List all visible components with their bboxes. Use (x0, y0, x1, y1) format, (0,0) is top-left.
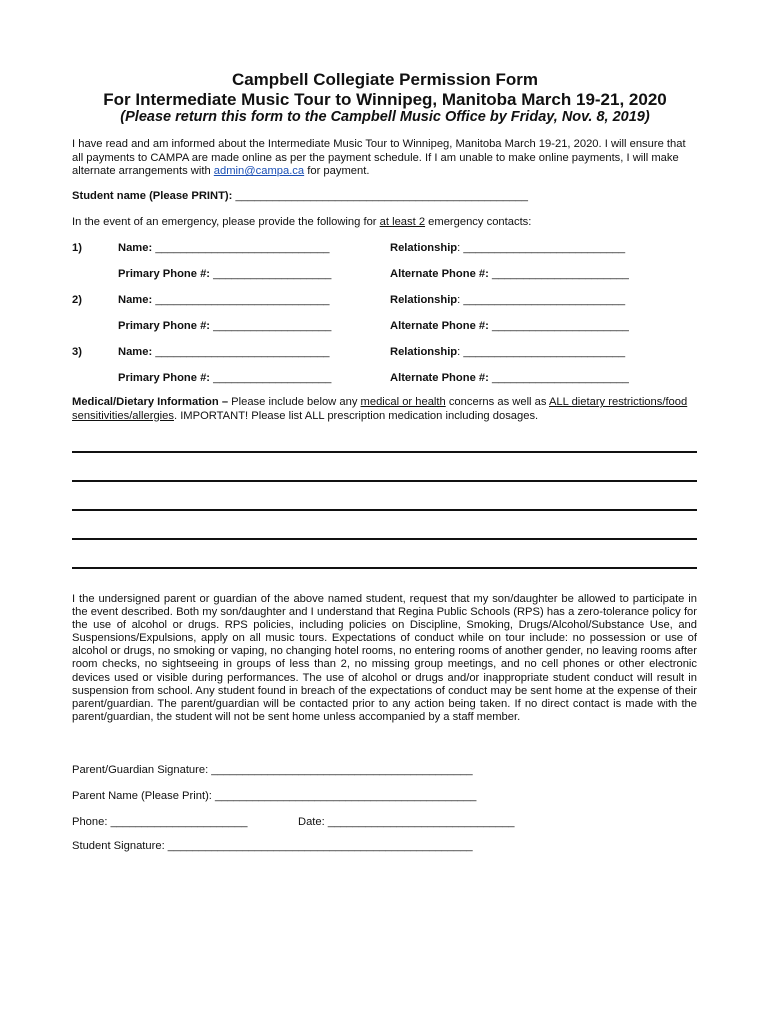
emergency-instruction (72, 216, 531, 228)
contact-relationship-field[interactable]: : __________________________ (457, 242, 626, 254)
contact-alternate-phone-field[interactable]: ______________________ (491, 372, 629, 384)
medical-info-line[interactable] (72, 509, 697, 511)
contact-primary-phone-label: Primary Phone #: (118, 320, 211, 332)
contact-primary-phone-label: Primary Phone #: (118, 372, 211, 384)
consent-paragraph (72, 593, 697, 724)
contact-relationship-row (390, 294, 625, 306)
contact-relationship-label: Relationship (390, 242, 458, 254)
contact-name-field[interactable]: ____________________________ (155, 294, 330, 306)
medical-dietary-instructions (72, 396, 697, 423)
emergency-instruction-emphasis: at least 2 (379, 216, 426, 228)
phone-field[interactable]: Phone: ______________________ (72, 816, 248, 828)
medical-text: concerns as well as (445, 396, 549, 408)
contact-alternate-phone-label: Alternate Phone #: (390, 268, 489, 280)
medical-text-end: . IMPORTANT! Please list ALL prescription medication including dosages. (173, 409, 539, 422)
emergency-instruction-end: emergency contacts: (425, 216, 532, 228)
intro-text: I have read and am informed about the Intermediate Music Tour to Winnipeg, Manitoba March 19-21, 2020. I will ensure that all payments to CAMPA are made online as per the payment schedule. If I am unable to make online payments, I will make alternate arrangements with (72, 138, 686, 178)
contact-relationship-label: Relationship (390, 346, 458, 358)
student-name-field[interactable]: _______________________________________________ (235, 190, 528, 202)
contact-alternate-phone-row (390, 320, 629, 332)
medical-info-line[interactable] (72, 480, 697, 482)
contact-primary-phone-field[interactable]: ___________________ (213, 320, 332, 332)
contact-alternate-phone-field[interactable]: ______________________ (491, 268, 629, 280)
admin-email-link[interactable]: admin@campa.ca (213, 165, 305, 178)
date-field[interactable]: Date: ______________________________ (298, 816, 515, 828)
contact-number: 3) (72, 346, 82, 358)
contact-relationship-field[interactable]: : __________________________ (457, 294, 626, 306)
form-title: Campbell Collegiate Permission Form (231, 70, 539, 89)
contact-relationship-field[interactable]: : __________________________ (457, 346, 626, 358)
parent-name-field[interactable]: Parent Name (Please Print): __________________________________________ (72, 790, 477, 802)
contact-primary-phone-label: Primary Phone #: (118, 268, 211, 280)
contact-relationship-row (390, 346, 625, 358)
medical-info-line[interactable] (72, 451, 697, 453)
contact-name-row (118, 346, 330, 358)
student-name-row (72, 190, 528, 202)
medical-text: Please include below any (228, 396, 361, 408)
return-deadline: (Please return this form to the Campbell Music Office by Friday, Nov. 8, 2019) (120, 109, 650, 125)
contact-primary-phone-row (118, 320, 331, 332)
contact-primary-phone-row (118, 372, 331, 384)
contact-name-field[interactable]: ____________________________ (155, 346, 330, 358)
intro-paragraph (72, 138, 697, 179)
student-name-label: Student name (Please PRINT): (72, 190, 233, 202)
intro-text-end: for payment. (304, 165, 370, 178)
medical-emphasis: medical or health (360, 396, 446, 408)
medical-info-line[interactable] (72, 567, 697, 569)
contact-name-label: Name: (118, 346, 153, 358)
contact-number: 1) (72, 242, 82, 254)
contact-name-field[interactable]: ____________________________ (155, 242, 330, 254)
student-signature-field[interactable]: Student Signature: _________________________________________________ (72, 840, 473, 852)
contact-relationship-label: Relationship (390, 294, 458, 306)
form-subtitle: For Intermediate Music Tour to Winnipeg, Manitoba March 19-21, 2020 (103, 90, 667, 109)
contact-name-label: Name: (118, 242, 153, 254)
contact-primary-phone-row (118, 268, 331, 280)
contact-name-row (118, 242, 330, 254)
medical-heading: Medical/Dietary Information – (72, 396, 229, 408)
contact-primary-phone-field[interactable]: ___________________ (213, 372, 332, 384)
contact-alternate-phone-row (390, 372, 629, 384)
contact-relationship-row (390, 242, 625, 254)
contact-alternate-phone-field[interactable]: ______________________ (491, 320, 629, 332)
contact-primary-phone-field[interactable]: ___________________ (213, 268, 332, 280)
contact-name-row (118, 294, 330, 306)
contact-alternate-phone-label: Alternate Phone #: (390, 372, 489, 384)
contact-alternate-phone-row (390, 268, 629, 280)
emergency-instruction-text: In the event of an emergency, please provide the following for (72, 216, 380, 228)
contact-alternate-phone-label: Alternate Phone #: (390, 320, 489, 332)
dietary-emphasis: ALL dietary restrictions/food sensitivities/allergies (72, 396, 688, 422)
contact-name-label: Name: (118, 294, 153, 306)
consent-text: I the undersigned parent or guardian of the above named student, request that my son/daughter be allowed to participate in the event described. Both my son/daughter and I understand that Regina Public Schools (RPS) has a zero-tolerance policy for the use of alcohol or drugs. RPS policies, including policies on Discipline, Smoking, Drugs/Alcohol/Substance Use, and Suspensions/Expulsions, apply on all music tours. Expectations of conduct while on tour include: no possession or use of alcohol or drugs, no smoking or vaping, no changing hotel rooms, no entering rooms of another gender, no leaving rooms after room checks, no sightseeing in groups of less than 2, no missing group meetings, and no cell phones or other electronic devices used or visible during performances. The use of alcohol or drugs and/or inappropriate student conduct will result in suspension from school. Any student found in breach of the expectations of conduct may be sent home at the expense of their parent/guardian. The parent/guardian will be contacted prior to any action being taken. If no direct contact is made with the parent/guardian, the student will not be sent home unless accompanied by a staff member. (72, 593, 698, 723)
parent-signature-field[interactable]: Parent/Guardian Signature: __________________________________________ (72, 764, 473, 776)
medical-info-line[interactable] (72, 538, 697, 540)
contact-number: 2) (72, 294, 82, 306)
